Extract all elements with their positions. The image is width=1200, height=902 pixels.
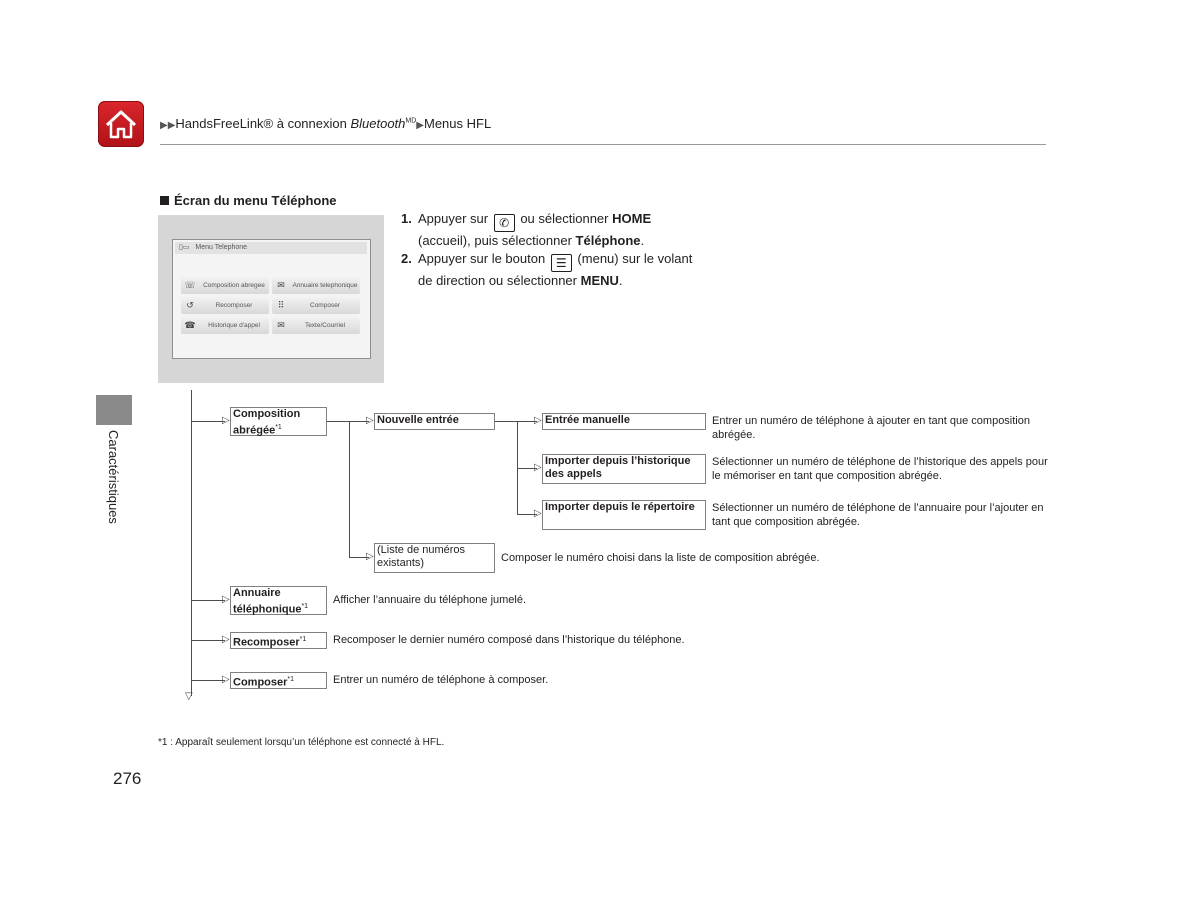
right-arrow-icon: ▷ bbox=[534, 415, 542, 426]
branch-line bbox=[349, 421, 350, 558]
phonebook-icon: ✉ bbox=[277, 280, 285, 290]
down-arrow-icon: ▽ bbox=[185, 691, 193, 702]
node-nouvelle-entree bbox=[374, 413, 495, 430]
desc-liste-numeros: Composer le numéro choisi dans la liste de composition abrégée. bbox=[501, 552, 820, 564]
screen-btn-label: Recomposer bbox=[215, 302, 253, 309]
screen-btn-label: Historique d'appel bbox=[208, 322, 260, 329]
node-importer-repertoire bbox=[542, 500, 706, 530]
breadcrumb-arrow-icon: ▶▶ bbox=[160, 120, 176, 131]
screen-btn-recomposer[interactable] bbox=[181, 297, 269, 314]
connector-line bbox=[494, 421, 537, 422]
step-text: . bbox=[640, 233, 645, 248]
node-label: Importer depuis l’historique des appels bbox=[545, 455, 691, 480]
step-bold: HOME bbox=[612, 211, 652, 226]
footnote-ref: *1 bbox=[301, 603, 309, 610]
screen-btn-composition[interactable] bbox=[181, 277, 269, 294]
breadcrumb-italic[interactable]: Bluetooth bbox=[350, 116, 406, 131]
connector-line bbox=[191, 640, 225, 641]
node-label: Entrée manuelle bbox=[545, 414, 630, 426]
screen-title: Menu Telephone bbox=[195, 244, 248, 251]
right-arrow-icon: ▷ bbox=[534, 508, 542, 519]
right-arrow-icon: ▷ bbox=[222, 674, 230, 685]
node-label: abrégée bbox=[233, 424, 276, 437]
screen-btn-label: Annuaire telephonique bbox=[292, 282, 358, 289]
footnote: *1 : Apparaît seulement lorsqu’un téléphone est connecté à HFL. bbox=[158, 737, 445, 748]
step-text: Appuyer sur le bouton bbox=[418, 251, 549, 266]
step-text: . bbox=[618, 273, 623, 288]
footnote-ref: *1 bbox=[275, 424, 282, 431]
right-arrow-icon: ▷ bbox=[366, 415, 374, 426]
redial-icon: ↺ bbox=[186, 300, 194, 310]
breadcrumb-part2[interactable]: Menus HFL bbox=[424, 116, 492, 131]
breadcrumb bbox=[160, 116, 491, 131]
step-text: ou sélectionner bbox=[516, 211, 613, 226]
node-label: (Liste de numéros existants) bbox=[377, 544, 466, 569]
house-glyph bbox=[98, 101, 144, 147]
node-label: Nouvelle entrée bbox=[377, 414, 459, 426]
node-composition-abregee bbox=[230, 407, 327, 436]
menu-button-icon: ☰ bbox=[551, 254, 572, 272]
footnote-ref: *1 bbox=[299, 636, 307, 643]
screen-title-bar bbox=[175, 242, 367, 254]
connector-line bbox=[191, 421, 225, 422]
breadcrumb-part1[interactable]: HandsFreeLink® à connexion bbox=[175, 116, 351, 131]
connector-line bbox=[191, 680, 225, 681]
step-bold: MENU bbox=[580, 273, 619, 288]
connector-line bbox=[326, 421, 369, 422]
node-composer bbox=[230, 672, 327, 689]
page-number: 276 bbox=[113, 769, 142, 788]
right-arrow-icon: ▷ bbox=[366, 551, 374, 562]
section-title bbox=[160, 193, 337, 208]
step-text: Appuyer sur bbox=[418, 211, 492, 226]
connector-line bbox=[191, 600, 225, 601]
call-history-icon: ☎ bbox=[184, 320, 196, 330]
node-liste-numeros bbox=[374, 543, 495, 573]
node-label: Composer bbox=[233, 676, 288, 689]
right-arrow-icon: ▷ bbox=[222, 634, 230, 645]
home-icon[interactable] bbox=[98, 101, 144, 147]
node-label: Recomposer bbox=[233, 636, 300, 649]
desc-importer-historique: Sélectionner un numéro de téléphone de l’historique des appels pour le mémoriser en tant que composition abrégée. bbox=[712, 456, 1048, 482]
step-number: 2. bbox=[401, 251, 412, 266]
screen-btn-annuaire[interactable] bbox=[272, 277, 360, 294]
desc-annuaire: Afficher l’annuaire du téléphone jumelé. bbox=[333, 594, 527, 606]
step-1 bbox=[401, 210, 701, 250]
header-divider bbox=[160, 144, 1046, 145]
node-recomposer bbox=[230, 632, 327, 649]
footnote-ref: *1 bbox=[287, 676, 295, 683]
keypad-icon: ⠿ bbox=[277, 300, 285, 310]
screen-btn-label: Texte/Courriel bbox=[304, 322, 346, 329]
desc-composer: Entrer un numéro de téléphone à composer. bbox=[333, 674, 549, 686]
right-arrow-icon: ▷ bbox=[222, 415, 230, 426]
desc-entree-manuelle: Entrer un numéro de téléphone à ajouter en tant que composition abrégée. bbox=[712, 415, 1030, 441]
node-annuaire-telephonique bbox=[230, 586, 327, 615]
right-arrow-icon: ▷ bbox=[534, 462, 542, 473]
message-icon: ✉ bbox=[277, 320, 285, 330]
screen-btn-texte[interactable] bbox=[272, 317, 360, 334]
instruction-steps bbox=[401, 210, 701, 290]
node-label: Importer depuis le répertoire bbox=[545, 501, 695, 513]
node-label: Composition bbox=[233, 408, 301, 420]
node-entree-manuelle bbox=[542, 413, 706, 430]
step-text: (accueil), puis sélectionner bbox=[418, 233, 576, 248]
screen-btn-label: Composer bbox=[310, 302, 340, 309]
node-importer-historique bbox=[542, 454, 706, 484]
step-bold: Téléphone bbox=[575, 233, 641, 248]
node-label: Annuaire bbox=[233, 587, 281, 599]
desc-recomposer: Recomposer le dernier numéro composé dans l’historique du téléphone. bbox=[333, 634, 685, 646]
square-bullet-icon bbox=[160, 196, 169, 205]
step-2 bbox=[401, 250, 701, 290]
phone-button-icon: ✆ bbox=[494, 214, 515, 232]
chapter-label: Caractéristiques bbox=[106, 430, 121, 524]
step-number: 1. bbox=[401, 211, 412, 226]
breadcrumb-sup: MD bbox=[405, 117, 417, 125]
phone-icon: ▯▭ bbox=[179, 244, 190, 251]
desc-importer-repertoire: Sélectionner un numéro de téléphone de l’annuaire pour l’ajouter en tant que composition abrégée. bbox=[712, 502, 1044, 528]
speed-dial-icon: ☏ bbox=[184, 280, 196, 290]
breadcrumb-arrow-icon: ▶ bbox=[416, 120, 424, 131]
screen-btn-historique[interactable] bbox=[181, 317, 269, 334]
node-label: téléphonique bbox=[233, 603, 302, 616]
step-text: (menu) sur le volant de direction ou sélectionner bbox=[418, 251, 693, 288]
screen-btn-composer[interactable] bbox=[272, 297, 360, 314]
tree-trunk-line bbox=[191, 390, 192, 696]
right-arrow-icon: ▷ bbox=[222, 594, 230, 605]
screen-btn-label: Composition abregee bbox=[203, 282, 265, 289]
section-title-text: Écran du menu Téléphone bbox=[174, 193, 337, 208]
chapter-tab[interactable] bbox=[96, 395, 132, 425]
